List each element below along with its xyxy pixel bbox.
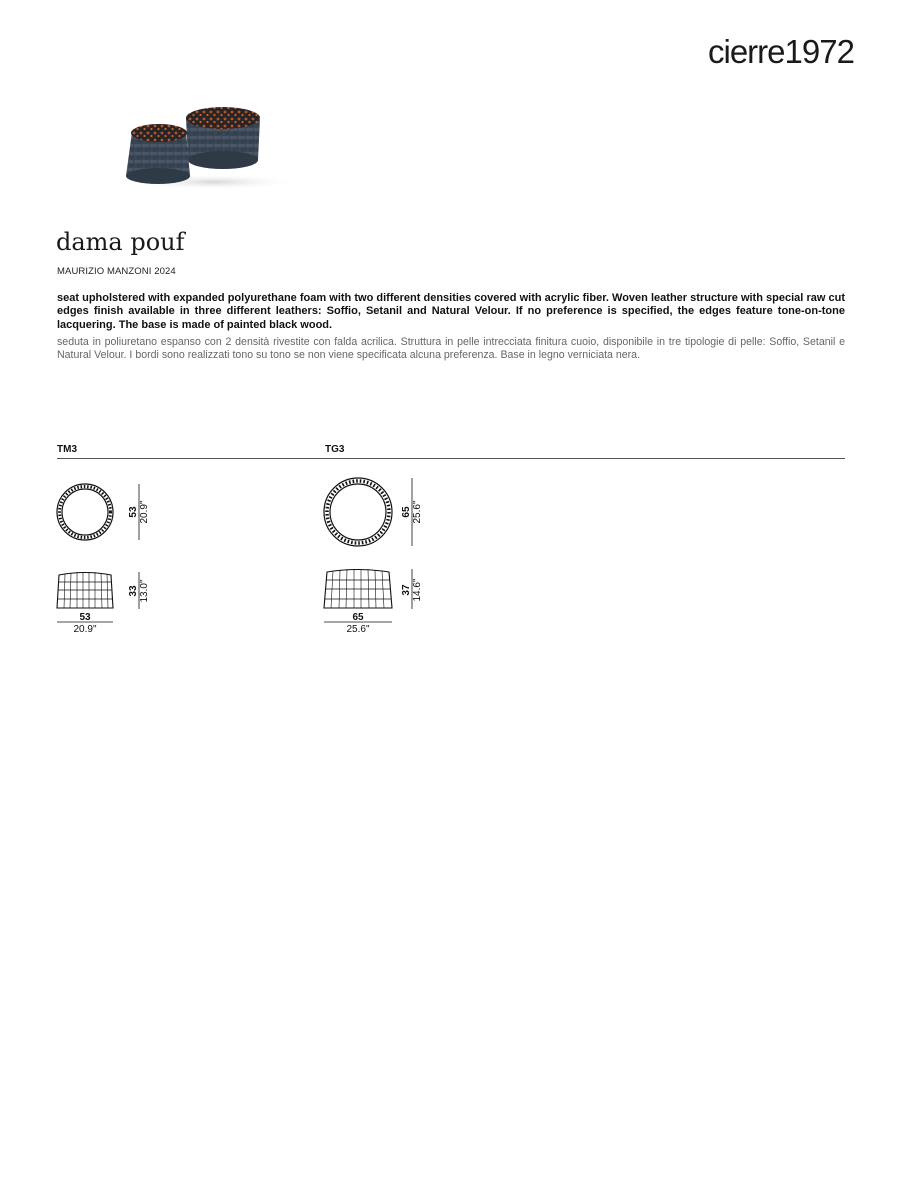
tg3-height-cm: 37 [401, 584, 412, 596]
model-code-tm3: TM3 [57, 444, 77, 455]
tm3-height-cm: 33 [128, 585, 139, 597]
pouf-small-illustration [126, 124, 190, 184]
product-title: dama pouf [56, 228, 185, 256]
tg3-diameter-in: 25.6" [412, 500, 423, 524]
tg3-top-view [324, 478, 392, 546]
brand-logo: cierre1972 [708, 33, 854, 70]
pouf-large-illustration [186, 107, 260, 169]
tm3-width-in: 20.9" [73, 624, 97, 635]
section-divider [57, 458, 845, 459]
tm3-top-view [57, 484, 113, 540]
tg3-width-in: 25.6" [346, 624, 370, 635]
tm3-width-cm: 53 [79, 612, 91, 623]
model-code-tg3: TG3 [325, 444, 345, 455]
description-english: seat upholstered with expanded polyurethane foam with two different densities covered with acrylic fiber. Woven leather structure with special raw cut edges finish available in three different leathers: Soffio, Setanil and Natural Velour. If no preference is specified, the edges feature tone-on-tone lacquering. The base is made of painted black wood. [57, 292, 845, 331]
designer-credit: MAURIZIO MANZONI 2024 [57, 266, 176, 277]
tg3-diameter-cm: 65 [401, 506, 412, 518]
tg3-height-in: 14.6" [412, 578, 423, 602]
tm3-height-in: 13.0" [139, 579, 150, 603]
drawing-tg3 [318, 475, 448, 650]
tg3-width-cm: 65 [352, 612, 364, 623]
tm3-diameter-in: 20.9" [139, 500, 150, 524]
description-italian: seduta in poliuretano espanso con 2 densità rivestite con falda acrilica. Struttura in pelle intrecciata finitura cuoio, disponibile in tre tipologie di pelle: Soffio, Setanil e Natural Velour. I bordi sono realizzati tono su tono se non viene specificata alcuna preferenza. Base in legno verniciata nera. [57, 336, 845, 362]
drawing-tm3 [50, 475, 170, 650]
product-photo [118, 96, 294, 192]
tm3-diameter-cm: 53 [128, 506, 139, 518]
tm3-side-view [57, 572, 113, 608]
tg3-side-view [324, 569, 392, 608]
